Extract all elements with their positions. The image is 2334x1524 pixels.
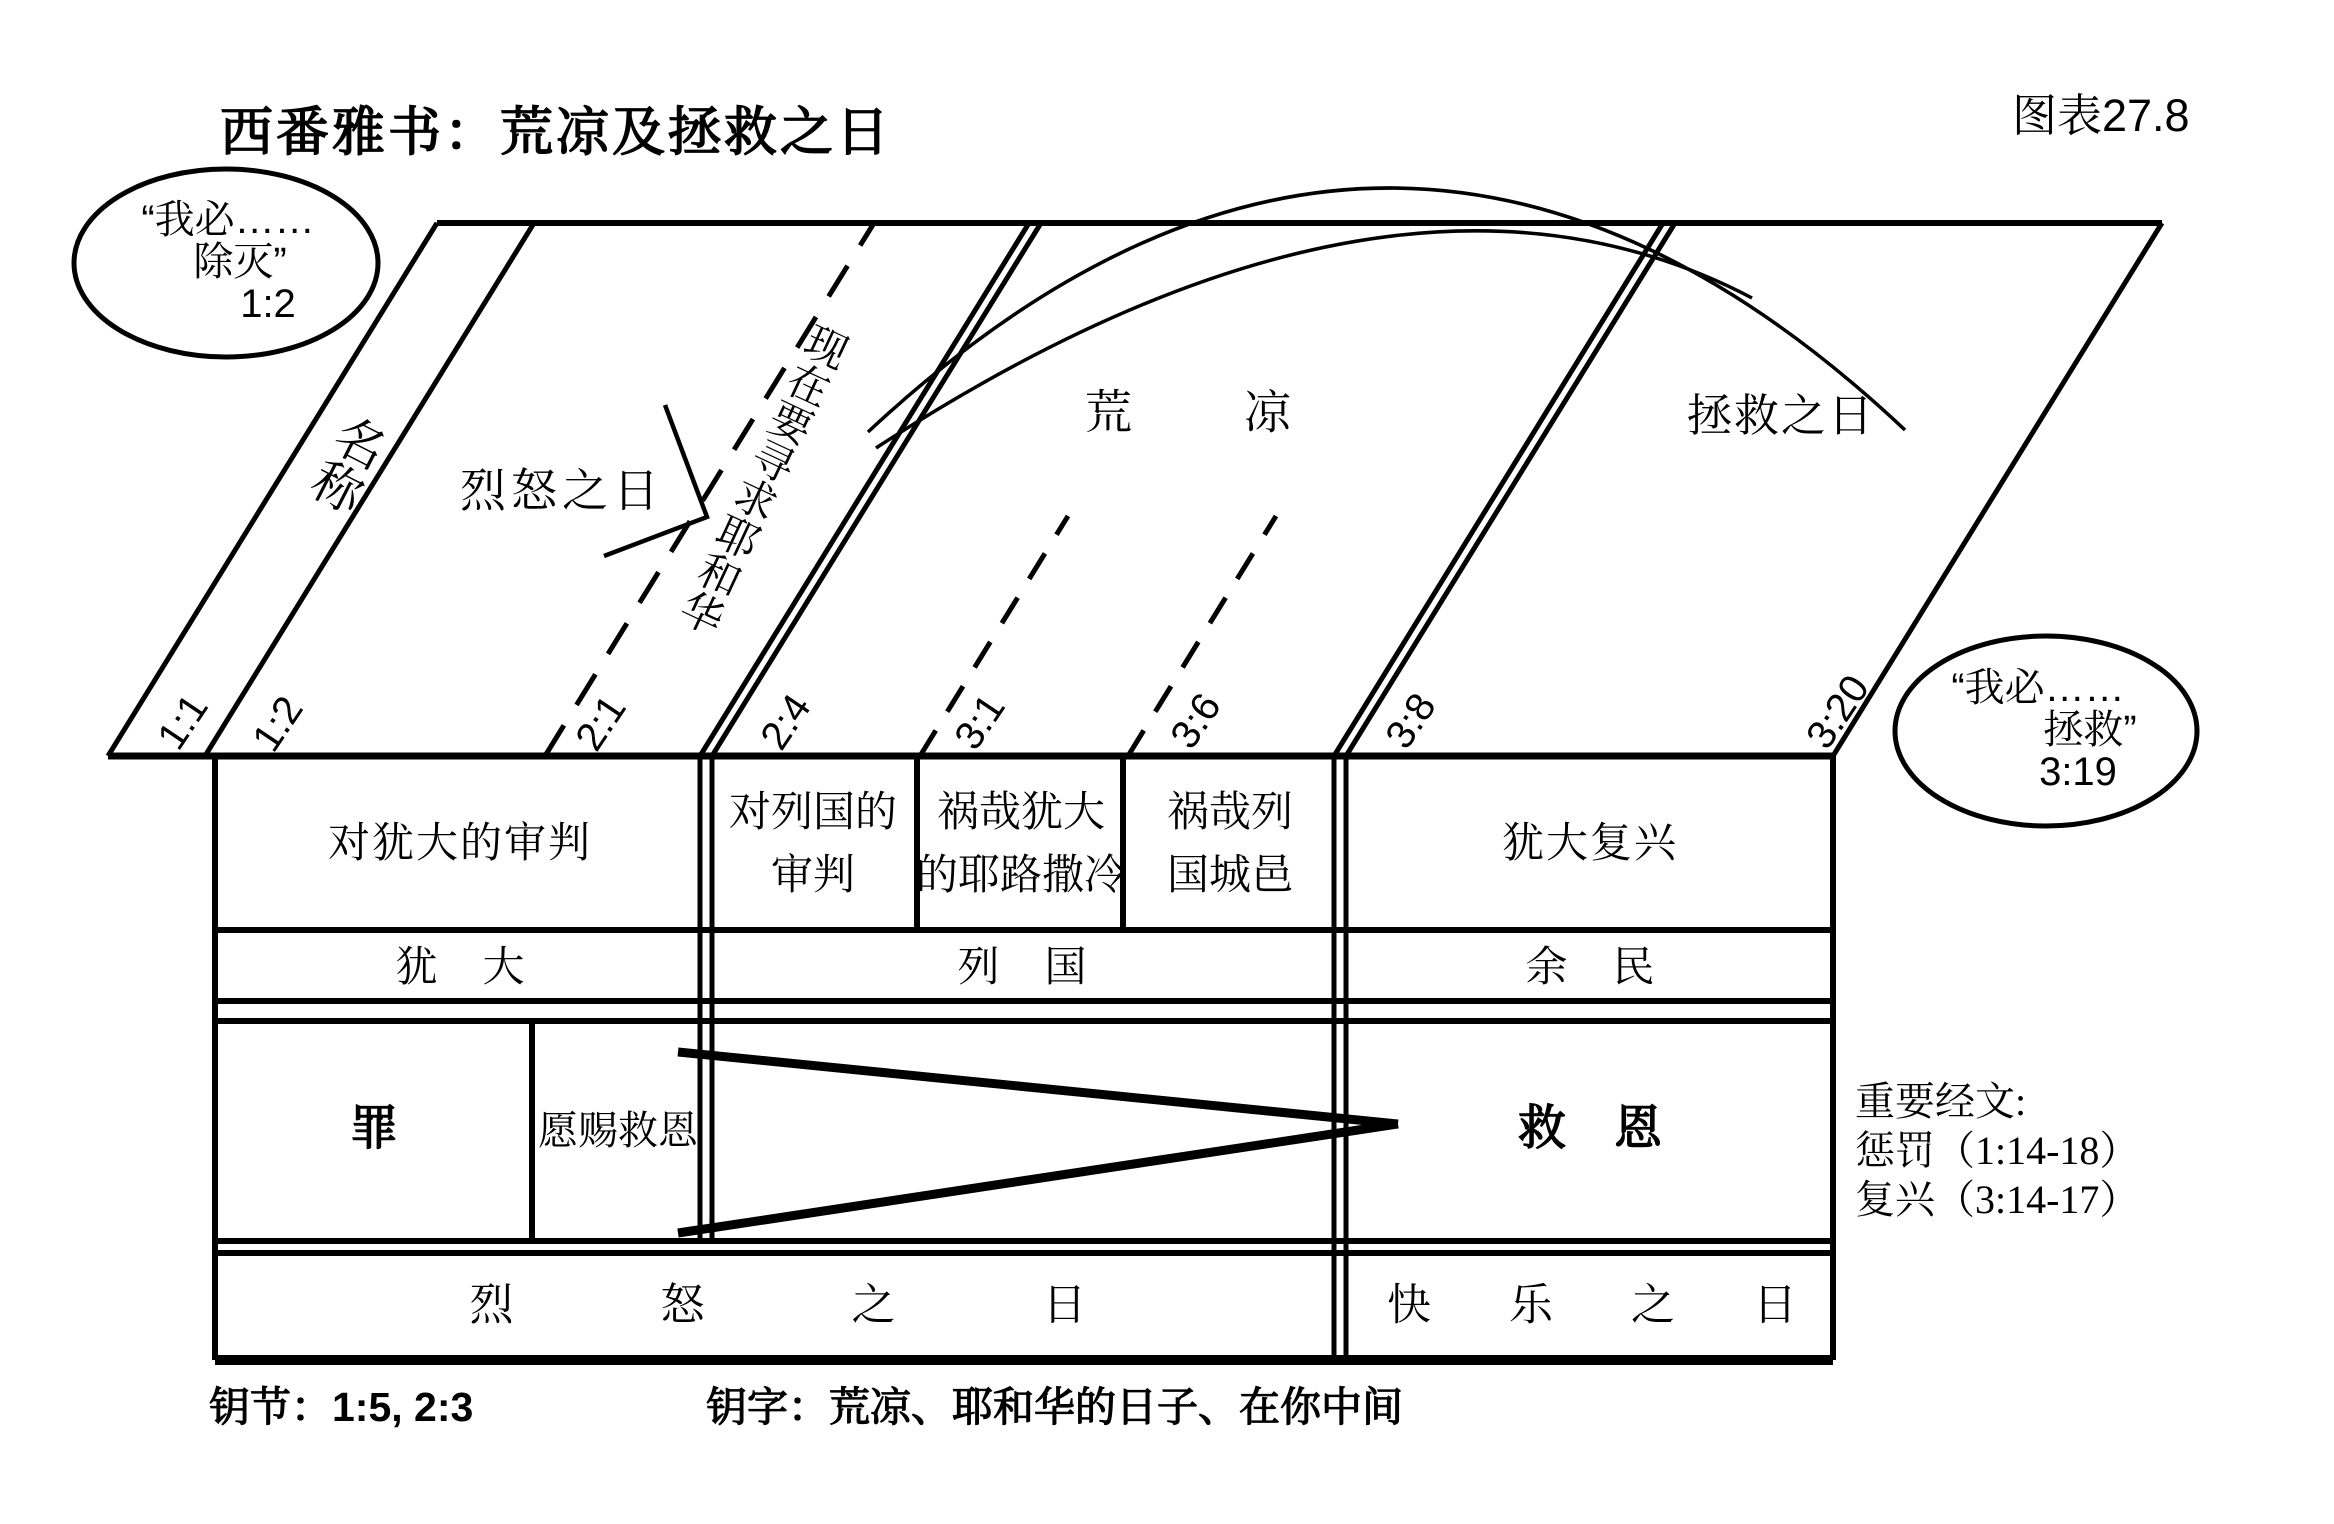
page-title: 西番雅书：荒凉及拯救之日 — [220, 103, 892, 162]
footer-key-words: 钥字：荒凉、耶和华的日子、在你中间 — [706, 1384, 1403, 1430]
callout-right-line2: 拯救” — [2043, 708, 2137, 752]
row1-cell-judgment-nations — [708, 780, 918, 906]
row4-cell-day-of-wrath: 烈怒之日 — [469, 1280, 1234, 1330]
row1-cell-woe-cities-line1: 祸哉列 — [1166, 788, 1293, 835]
band-label-day-of-wrath: 烈怒之日 — [460, 464, 664, 517]
divider-3-8-double-line-a — [1334, 223, 1663, 756]
callout-left-verse: 1:2 — [240, 282, 296, 326]
verse-ref-2-4: 2:4 — [752, 686, 820, 758]
row3-cell-sin: 罪 — [349, 1102, 399, 1155]
key-scriptures-block — [1855, 1078, 2315, 1224]
verse-ref-3-8: 3:8 — [1377, 685, 1445, 757]
callout-left-line2: 除灭” — [193, 240, 287, 284]
row1-cell-judah-restored: 犹大复兴 — [1501, 818, 1679, 866]
row2-cell-remnant: 余民 — [1525, 942, 1700, 990]
key-scriptures-heading: 重要经文: — [1855, 1079, 2027, 1124]
verse-ref-3-6: 3:6 — [1162, 685, 1230, 757]
callout-left-line1: “我必…… — [141, 198, 315, 242]
row1-cell-woe-jerusalem-line1: 祸哉犹大 — [936, 788, 1105, 835]
key-scriptures-restoration: 复兴（3:14-17） — [1855, 1176, 2140, 1222]
band-label-seek-jehovah: 现在要寻求耶和华 — [670, 316, 855, 641]
band-label-day-of-salvation: 拯救之日 — [1686, 389, 1876, 441]
row1-cell-judgment-nations-line2: 审判 — [770, 851, 855, 898]
key-scriptures-punishment: 惩罚（1:14-18） — [1855, 1127, 2140, 1173]
callout-right-line1: “我必…… — [1951, 666, 2125, 710]
band-label-name: 名称 — [298, 404, 394, 520]
callout-right-verse: 3:19 — [2039, 750, 2117, 794]
row1-cell-woe-jerusalem — [915, 780, 1127, 906]
verse-ref-3-1: 3:1 — [946, 686, 1014, 758]
row1-cell-judgment-judah: 对犹大的审判 — [327, 818, 593, 866]
row1-cell-woe-jerusalem-line2: 的耶路撒冷 — [915, 851, 1126, 898]
divider-3-8-double-line-b — [1346, 223, 1675, 756]
row2-cell-nations: 列国 — [957, 942, 1132, 990]
row3-cell-grace-offered: 愿赐救恩 — [538, 1109, 698, 1153]
footer-key-verses: 钥节：1:5, 2:3 — [209, 1384, 474, 1430]
verse-ref-2-1: 2:1 — [567, 687, 635, 759]
wedge-lower-line — [678, 1124, 1398, 1233]
wedge-upper-line — [678, 1052, 1398, 1124]
row3-cell-salvation: 救恩 — [1517, 1102, 1711, 1155]
verse-ref-3-20: 3:20 — [1797, 667, 1879, 757]
row2-cell-judah: 犹大 — [395, 942, 570, 990]
chart-number: 图表27.8 — [2012, 90, 2190, 141]
row1-cell-woe-cities — [1130, 780, 1330, 906]
band-label-desolation: 荒凉 — [1085, 385, 1403, 439]
row1-cell-woe-cities-line2: 国城邑 — [1166, 851, 1293, 898]
verse-ref-1-1: 1:1 — [149, 686, 217, 758]
row4-cell-day-of-joy: 快乐之日 — [1387, 1280, 1875, 1330]
verse-ref-1-2: 1:2 — [244, 688, 312, 760]
row1-cell-judgment-nations-line1: 对列国的 — [728, 788, 897, 835]
